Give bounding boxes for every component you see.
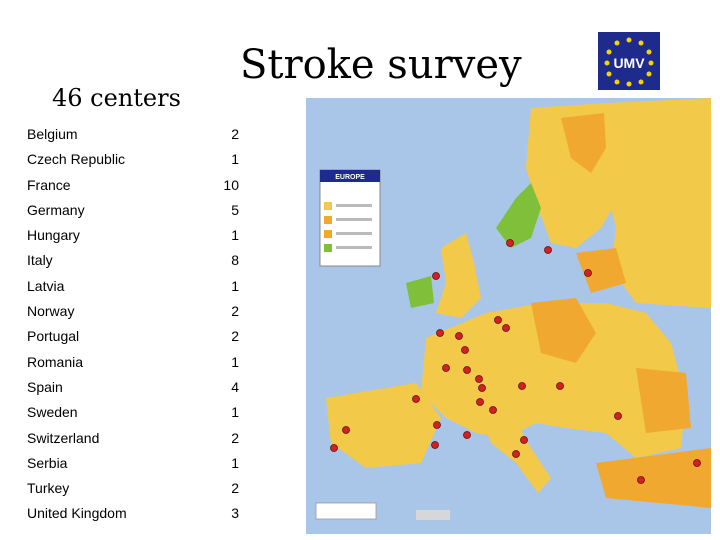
table-row: [27, 324, 247, 349]
country-name: Italy: [27, 252, 53, 269]
map-marker: [585, 270, 592, 277]
map-marker: [437, 330, 444, 337]
table-row: [27, 223, 247, 248]
map-marker: [476, 376, 483, 383]
map-marker: [479, 385, 486, 392]
center-count: 3: [231, 505, 239, 522]
slide-title: Stroke survey: [240, 42, 522, 88]
map-marker: [519, 383, 526, 390]
table-row: [27, 400, 247, 425]
map-marker: [694, 460, 701, 467]
country-name: Germany: [27, 201, 85, 218]
map-marker: [343, 427, 350, 434]
table-row: [27, 147, 247, 172]
centers-table: [27, 122, 247, 527]
map-marker: [503, 325, 510, 332]
center-count: 8: [231, 252, 239, 269]
table-row: [27, 299, 247, 324]
center-count: 2: [231, 328, 239, 345]
table-row: [27, 198, 247, 223]
country-name: Belgium: [27, 126, 78, 142]
center-count: 1: [231, 353, 239, 370]
table-row: [27, 426, 247, 451]
country-name: Hungary: [27, 227, 80, 244]
country-name: Czech Republic: [27, 151, 126, 168]
map-marker: [456, 333, 463, 340]
map-marker: [477, 399, 484, 406]
country-name: Romania: [27, 353, 84, 370]
center-count: 5: [231, 201, 239, 218]
map-marker: [545, 247, 552, 254]
map-marker: [331, 445, 338, 452]
table-row: [27, 122, 247, 147]
map-marker: [557, 383, 564, 390]
table-row: [27, 501, 247, 526]
center-count: 1: [231, 454, 239, 471]
country-name: Portugal: [27, 328, 80, 345]
logo: [598, 32, 660, 90]
center-count: 1: [231, 277, 239, 294]
map-marker: [462, 347, 469, 354]
country-name: United Kingdom: [27, 505, 127, 522]
map-marker: [432, 442, 439, 449]
country-name: Serbia: [27, 454, 68, 471]
map-marker: [513, 451, 520, 458]
center-count: 1: [231, 404, 239, 421]
country-name: Norway: [27, 303, 75, 320]
map-marker: [490, 407, 497, 414]
centers-count: 46 centers: [52, 84, 181, 112]
map-marker: [434, 422, 441, 429]
map-marker: [413, 396, 420, 403]
country-name: Spain: [27, 378, 63, 395]
center-count: 2: [231, 429, 239, 446]
center-count: 2: [231, 480, 239, 497]
country-name: Turkey: [27, 480, 70, 497]
table-row: [27, 476, 247, 501]
map-legend-title: EUROPE: [335, 174, 365, 181]
center-count: 1: [231, 227, 239, 244]
table-row: [27, 375, 247, 400]
center-count: 2: [231, 126, 239, 142]
table-row: [27, 451, 247, 476]
country-name: Sweden: [27, 404, 78, 421]
center-count: 4: [231, 378, 239, 395]
table-row: [27, 274, 247, 299]
center-count: 1: [231, 151, 239, 168]
map-marker: [495, 317, 502, 324]
table-row: [27, 248, 247, 273]
map-marker: [638, 477, 645, 484]
country-name: Switzerland: [27, 429, 100, 446]
map-marker: [433, 273, 440, 280]
center-count: 2: [231, 303, 239, 320]
logo-text: UMV: [613, 55, 645, 71]
europe-map: [306, 98, 711, 534]
map-marker: [443, 365, 450, 372]
map-marker: [615, 413, 622, 420]
country-name: France: [27, 176, 71, 193]
center-count: 10: [223, 176, 239, 193]
map-marker: [464, 367, 471, 374]
country-name: Latvia: [27, 277, 65, 294]
map-marker: [521, 437, 528, 444]
map-marker: [464, 432, 471, 439]
map-marker: [507, 240, 514, 247]
table-row: [27, 350, 247, 375]
table-row: [27, 173, 247, 198]
